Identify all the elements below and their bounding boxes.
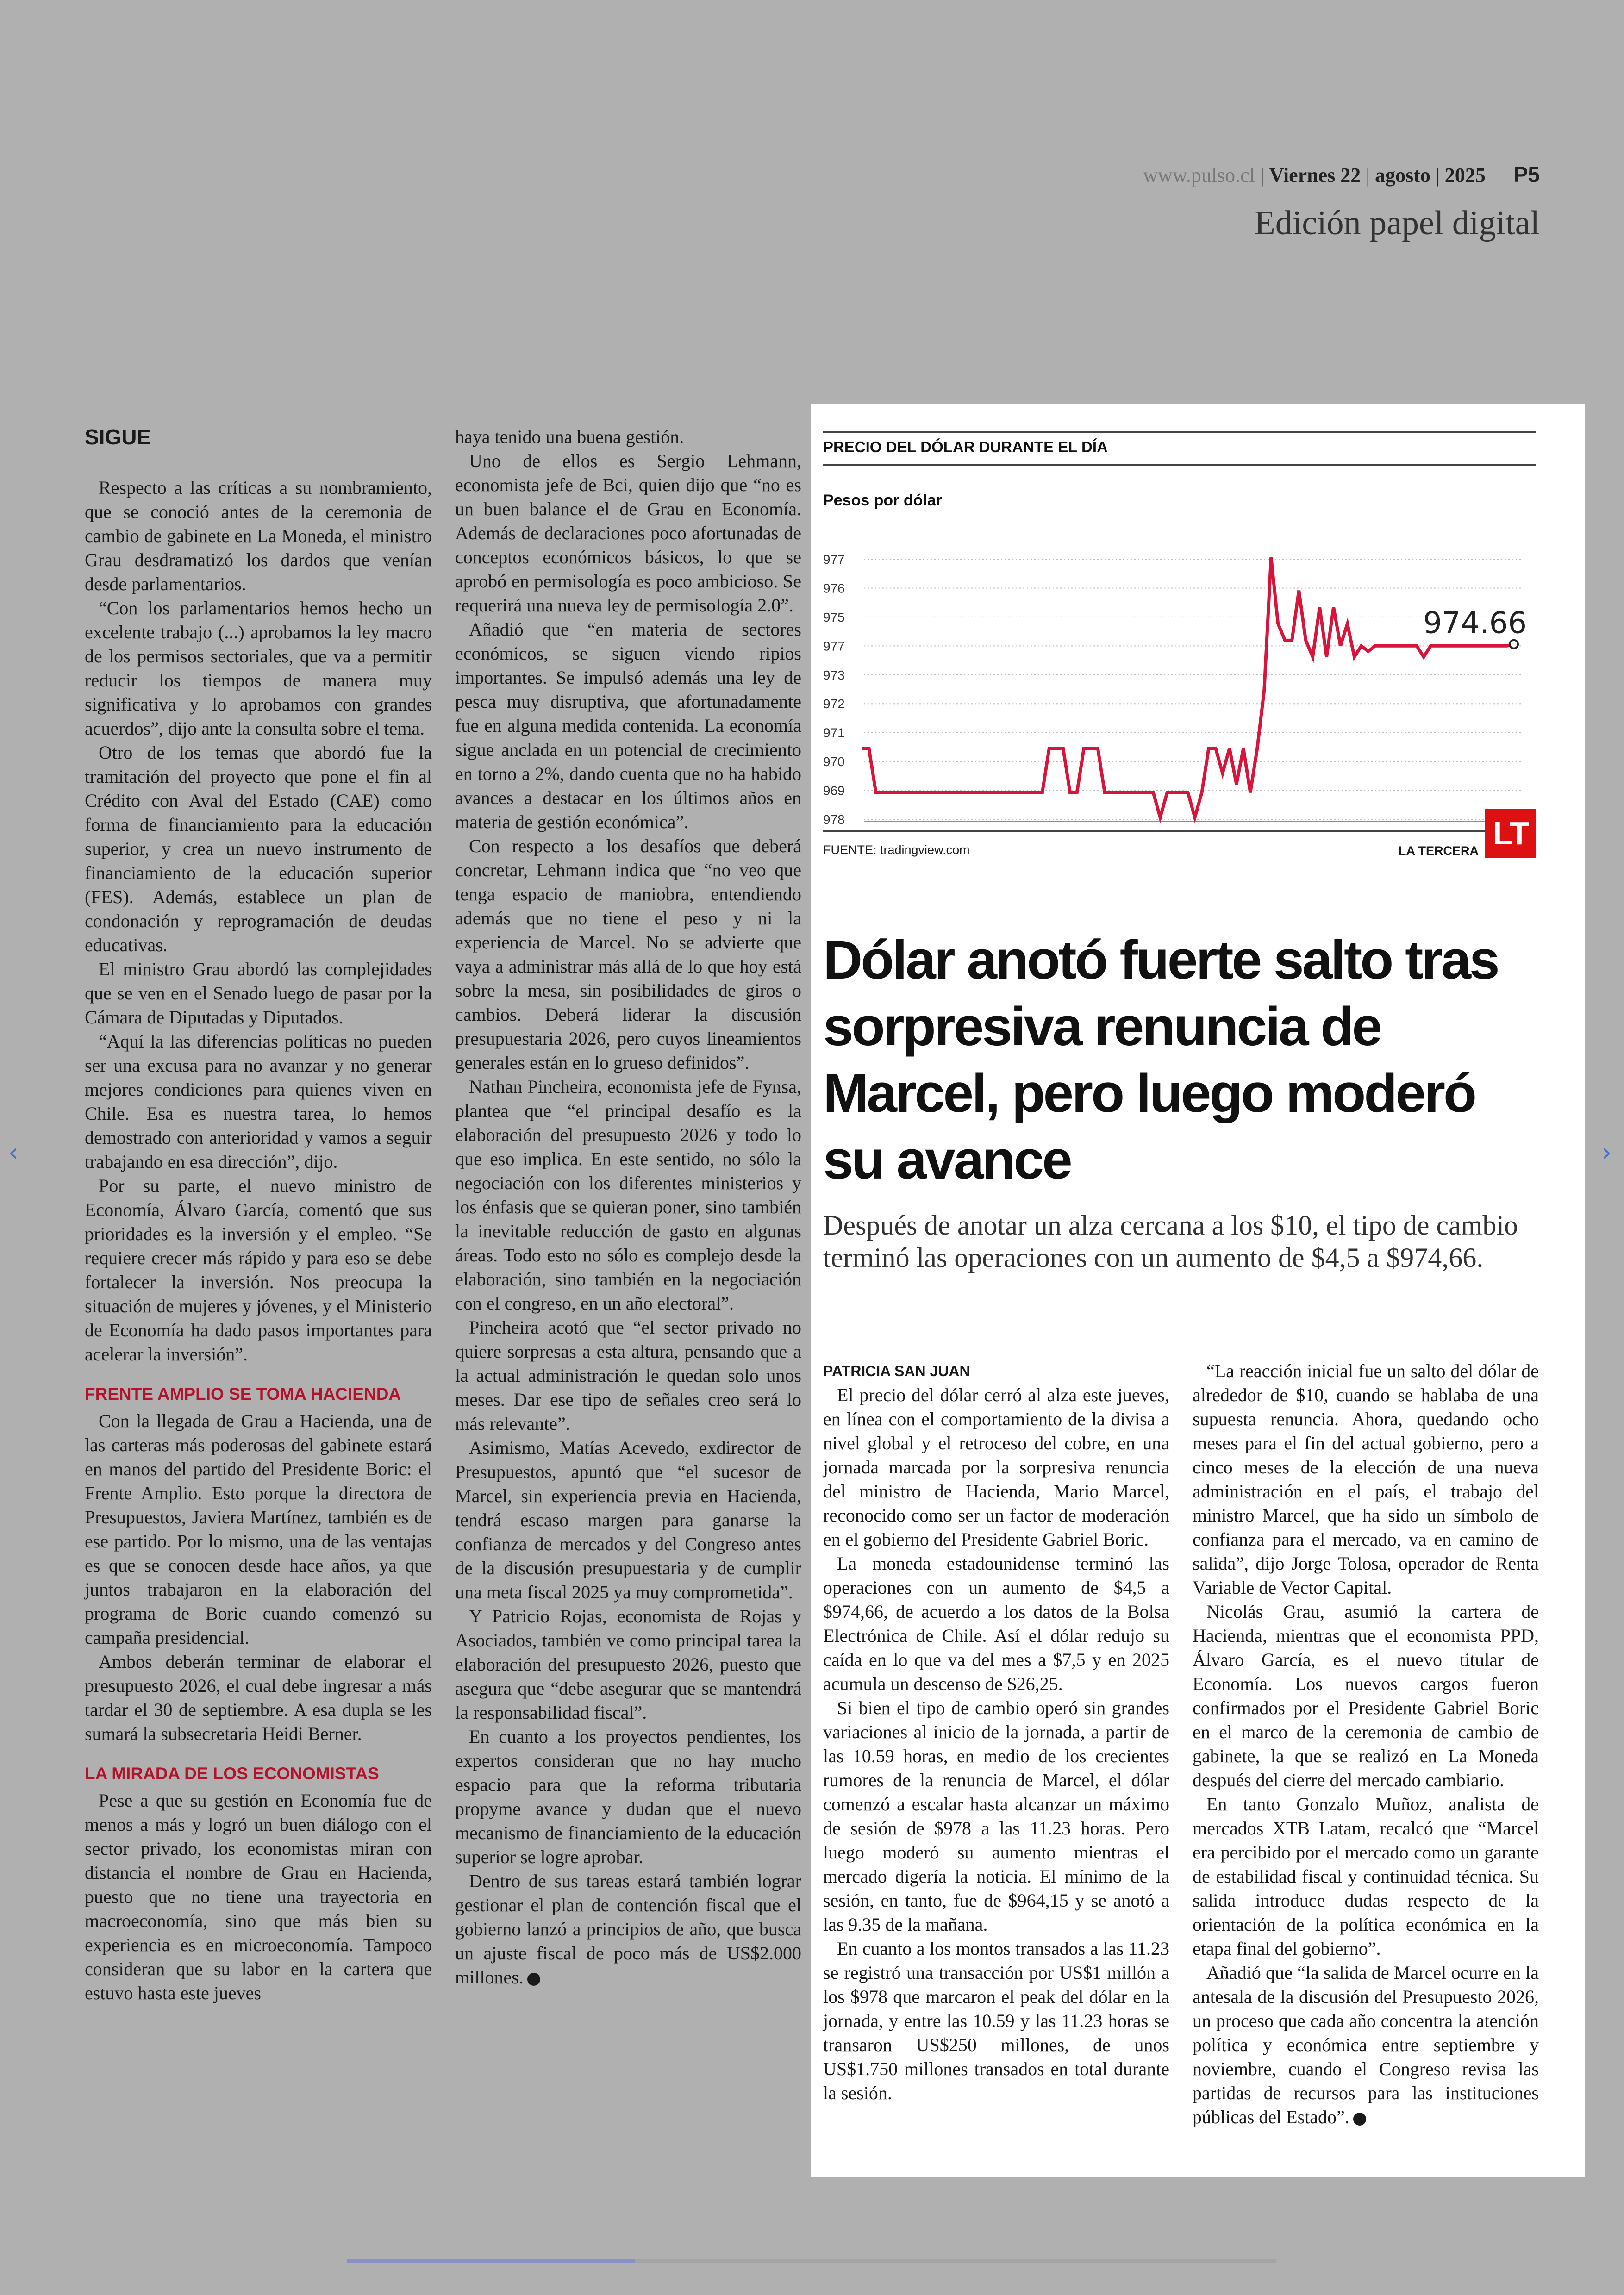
paragraph: En tanto Gonzalo Muñoz, analista de mercados XTB Latam, recalcó que “Marcel era percibido por el mercado como un garante de estabilidad fiscal y continuidad técnica. Su salida introduce dudas respecto de la orientación de la política económica en la etapa final del gobierno”. — [1193, 1794, 1539, 1959]
page-header — [1143, 162, 1540, 187]
dollar-chart — [823, 431, 1536, 894]
y-tick-label: 978 — [823, 812, 845, 827]
chart-canvas — [823, 431, 1536, 829]
price-line — [862, 557, 1514, 817]
y-tick-label: 970 — [823, 755, 845, 769]
paragraph: Ambos deberán terminar de elaborar el presupuesto 2026, el cual debe ingresar a más tardar el 30 de septiembre. A esa dupla se les sumará la subsecretaria Heidi Berner. — [85, 1651, 432, 1744]
end-mark-icon — [1353, 2113, 1366, 2126]
paragraph: Y Patricio Rojas, economista de Rojas y Asociados, también ve como principal tarea la elaboración del presupuesto 2026, puesto que asegura que “debe asegurar que se mantendrá la responsabilidad fiscal”. — [455, 1606, 801, 1723]
paragraph: Añadió que “en materia de sectores económicos, se siguen viendo ripios importantes. Se impulsó además una ley de pesca muy disruptiva, que afortunadamente fue en alguna medida contenida. La economía sigue anclada en un potencial de crecimiento en torno a 2%, dando cuenta que no ha habido avances a destacar en los últimos años en materia de gestión económica”. — [455, 619, 801, 832]
paragraph: “La reacción inicial fue un salto del dólar de alrededor de $10, cuando se hablaba de una supuesta renuncia. Ahora, quedando ocho meses para el fin del actual gobierno, pero a cinco meses de la elección de una nueva administración en el país, el trabajo del ministro Marcel, que ha sido un símbolo de confianza para el mercado, va en camino de salida”, dijo Jorge Tolosa, operador de Renta Variable de Vector Capital. — [1193, 1360, 1539, 1598]
article-headline: Dólar anotó fuerte salto tras sorpresiva renuncia de Marcel, pero luego moderó su avance — [823, 929, 1498, 1191]
chart-source: FUENTE: tradingview.com — [823, 843, 970, 857]
paragraphs-a — [85, 476, 432, 1366]
y-tick-label: 969 — [823, 783, 845, 798]
paragraphs-b — [85, 1409, 432, 1746]
paragraph: Dentro de sus tareas estará también lograr gestionar el plan de contención fiscal que el gobierno lanzó a principios de año, que busca un ajuste fiscal de poco más de US$2.000 millones. — [455, 1871, 801, 1988]
y-tick-label: 975 — [823, 610, 845, 624]
paragraph: La moneda estadounidense terminó las operaciones con un aumento de $4,5 a $974,66, de acuerdo a los datos de la Bolsa Electrónica de Chile. Así el dólar redujo su caída en lo que va del mes a $7,5 y en 2025 acumula un descenso de $26,25. — [823, 1553, 1169, 1694]
middle-lead: haya tenido una buena gestión. — [455, 426, 684, 447]
subhead-frente-amplio: FRENTE AMPLIO SE TOMA HACIENDA — [85, 1384, 401, 1403]
separator: | — [1366, 164, 1370, 187]
site-url: www.pulso.cl — [1143, 164, 1255, 187]
byline: PATRICIA SAN JUAN — [823, 1363, 970, 1379]
paragraph: El ministro Grau abordó las complejidades que se ven en el Senado luego de pasar por la Cámara de Diputadas y Diputados. — [85, 959, 432, 1028]
paragraph: “Con los parlamentarios hemos hecho un excelente trabajo (...) aprobamos la ley macro de los permisos sectoriales, que va a permitir reducir los tiempos de manera muy significativa y lo aprobamos con grandes acuerdos”, dijo ante la consulta sobre el tema. — [85, 598, 432, 739]
y-tick-label: 971 — [823, 725, 845, 740]
middle-column — [455, 425, 801, 1989]
article-deck: Después de anotar un alza cercana a los $10, el tipo de cambio terminó las operaciones con un aumento de $4,5 a $974,66. — [823, 1210, 1518, 1273]
subhead-economistas: LA MIRADA DE LOS ECONOMISTAS — [85, 1764, 379, 1783]
last-point-marker — [1510, 640, 1518, 649]
y-tick-label: 977 — [823, 639, 845, 654]
y-tick-label: 977 — [823, 552, 845, 567]
issue-year: 2025 — [1444, 164, 1486, 187]
paragraph: Pincheira acotó que “el sector privado no quiere sorpresas a esta altura, pensando que a la actual administración le quedan solo unos meses. Dar ese tipo de señales creo será lo más relevante”. — [455, 1317, 801, 1434]
chart-y-label: Pesos por dólar — [823, 492, 942, 509]
paragraph: Respecto a las críticas a su nombramiento, que se conoció antes de la ceremonia de cambio de gabinete en La Moneda, el ministro Grau desdramatizó los dardos que venían desde parlamentarios. — [85, 477, 432, 594]
paragraph: Con la llegada de Grau a Hacienda, una de las carteras más poderosas del gabinete estará en manos del partido del Presidente Boric: el Frente Amplio. Esto porque la directora de Presupuestos, Javiera Martínez, también es de ese partido. Por lo mismo, una de las ventajas es que se conocen desde hace años, ya que juntos trabajaron en la elaboración del programa de Boric cuando comenzó su campaña presidencial. — [85, 1410, 432, 1648]
kicker: SIGUE — [85, 425, 151, 449]
end-mark-icon — [527, 1973, 540, 1986]
paragraph: Asimismo, Matías Acevedo, exdirector de Presupuestos, apuntó que “el sucesor de Marcel, sin experiencia previa en Hacienda, tendrá escaso margen para ganarse la confianza de mercados y del Congreso antes de la discusión presupuestaria y de cumplir una meta fiscal 2025 ya muy comprometida”. — [455, 1437, 801, 1603]
paragraph: Nathan Pincheira, economista jefe de Fynsa, plantea que “el principal desafío es la elaboración del presupuesto 2026 y todo lo que eso implica. En este sentido, no sólo la negociación con los diferentes ministerios y los énfasis que se quieran poner, sino también la inevitable reducción de gasto en algunas áreas. Todo esto no sólo es complejo desde la elaboración, sino también en la negociación con el congreso, en un año electoral”. — [455, 1076, 801, 1314]
paragraph: El precio del dólar cerró al alza este jueves, en línea con el comportamiento de la divisa a nivel global y el retroceso del cobre, en una jornada marcada por la sorpresiva renuncia del ministro de Hacienda, Mario Marcel, reconocido como ser un factor de moderación en el gobierno del Presidente Gabriel Boric. — [823, 1384, 1169, 1550]
article-col2-paragraphs — [1193, 1359, 1539, 2129]
issue-month: agosto — [1375, 164, 1430, 187]
paragraph: Pese a que su gestión en Economía fue de menos a más y logró un buen diálogo con el sector privado, los economistas miran con distancia el nombre de Grau en Hacienda, puesto que no tiene una trayectoria en macroeconomía, sino que más bien su experiencia es en microeconomía. Tampoco consideran que su labor en la cartera que estuvo hasta este jueves — [85, 1790, 432, 2003]
next-page-button[interactable]: › — [1602, 1138, 1612, 1167]
article-col1-paragraphs — [823, 1383, 1169, 2105]
middle-paragraphs — [455, 449, 801, 1989]
scrollbar-thumb[interactable] — [347, 2259, 635, 2263]
page-number: P5 — [1513, 162, 1540, 187]
paragraph: Con respecto a los desafíos que deberá concretar, Lehmann indica que “no veo que tenga espacio de maniobra, entendiendo además que no tiene el peso y ni la experiencia de Marcel. No se advierte que vaya a administrar más allá de lo que hoy está sobre la mesa, sin posibilidades de giros o cambios. Deberá liderar la discusión presupuestaria 2026, pero cuyos lineamientos generales están en lo grueso definidos”. — [455, 836, 801, 1073]
separator: | — [1435, 164, 1440, 187]
last-value-label: 974.66 — [1423, 606, 1527, 641]
paragraph: Uno de ellos es Sergio Lehmann, economista jefe de Bci, quien dijo que “no es un buen balance el de Grau en Economía. Además de declaraciones poco afortunadas de conceptos económicos básicos, lo que se aprobó en permisología es poco ambicioso. Se requerirá una nueva ley de permisología 2.0”. — [455, 450, 801, 616]
y-tick-label: 972 — [823, 697, 845, 711]
separator: | — [1260, 164, 1264, 187]
paragraph: Nicolás Grau, asumió la cartera de Hacienda, mientras que el economista PPD, Álvaro García, es el nuevo titular de Economía. Los nuevos cargos fueron confirmados por el Presidente Gabriel Boric en el marco de la ceremonia de cambio de gabinete, la que se realizó en La Moneda después del cierre del mercado cambiario. — [1193, 1601, 1539, 1790]
paragraph: En cuanto a los montos transados a las 11.23 se registró una transacción por US$1 millón a los $978 que marcaron el peak del dólar en la jornada, y entre las 10.59 y las 11.23 horas se transaron US$250 millones, de unos US$1.750 millones transados en total durante la sesión. — [823, 1938, 1169, 2103]
paragraph: “Aquí la las diferencias políticas no pueden ser una excusa para no avanzar y no generar mejores condiciones para quienes viven en Chile. Esa es nuestra tarea, lo hemos demostrado con anterioridad y vamos a seguir trabajando en esa dirección”, dijo. — [85, 1031, 432, 1172]
prev-page-button[interactable]: ‹ — [8, 1138, 19, 1167]
page-scrollbar[interactable] — [347, 2259, 1276, 2263]
paragraph: Añadió que “la salida de Marcel ocurre en la antesala de la discusión del Presupuesto 2026, un proceso que cada año concentra la atención política y económica entre septiembre y noviembre, cuando el Congreso revisa las partidas de recursos para las instituciones públicas del Estado”. — [1193, 1962, 1539, 2127]
paragraph: Otro de los temas que abordó fue la tramitación del proyecto que pone el fin al Crédito con Aval del Estado (CAE) como forma de financiamiento para la educación superior, y crea un nuevo instrumento de financiamiento de la educación superior (FES). Además, establece un plan de condonación y reprogramación de deudas educativas. — [85, 742, 432, 955]
y-tick-label: 973 — [823, 667, 845, 682]
issue-day: Viernes 22 — [1269, 164, 1361, 187]
chart-brand: LA TERCERA — [1399, 844, 1479, 858]
edition-label: Edición papel digital — [1254, 204, 1540, 242]
paragraph: Por su parte, el nuevo ministro de Economía, Álvaro García, comentó que sus prioridades es la inversión y el empleo. “Se requiere crecer más rápido y para eso se debe fortalecer la inversión. Nos preocupa la situación de mujeres y jóvenes, y el Ministerio de Economía ha dado pasos importantes para acelerar la inversión”. — [85, 1175, 432, 1365]
la-tercera-logo: LT — [1485, 809, 1536, 858]
left-column — [85, 425, 432, 2005]
y-tick-label: 976 — [823, 581, 845, 596]
paragraph: En cuanto a los proyectos pendientes, los expertos consideran que no hay mucho espacio para que la reforma tributaria propyme avance y dudan que el nuevo mecanismo de financiamiento de la educación superior se logre aprobar. — [455, 1726, 801, 1867]
paragraph: Si bien el tipo de cambio operó sin grandes variaciones al inicio de la jornada, a partir de las 10.59 horas, en medio de los crecientes rumores de la renuncia de Marcel, el dólar comenzó a escalar hasta alcanzar un máximo de sesión de $978 a las 11.23 horas. Pero luego moderó su aumento mientras el mercado digería la noticia. El mínimo de la sesión, en tanto, fue de $964,15 y se anotó a las 9.35 de la mañana. — [823, 1697, 1169, 1935]
chart-title: PRECIO DEL DÓLAR DURANTE EL DÍA — [823, 431, 1536, 466]
paragraphs-c — [85, 1789, 432, 2005]
article-column-1 — [823, 1359, 1169, 2105]
article-column-2 — [1193, 1359, 1539, 2129]
